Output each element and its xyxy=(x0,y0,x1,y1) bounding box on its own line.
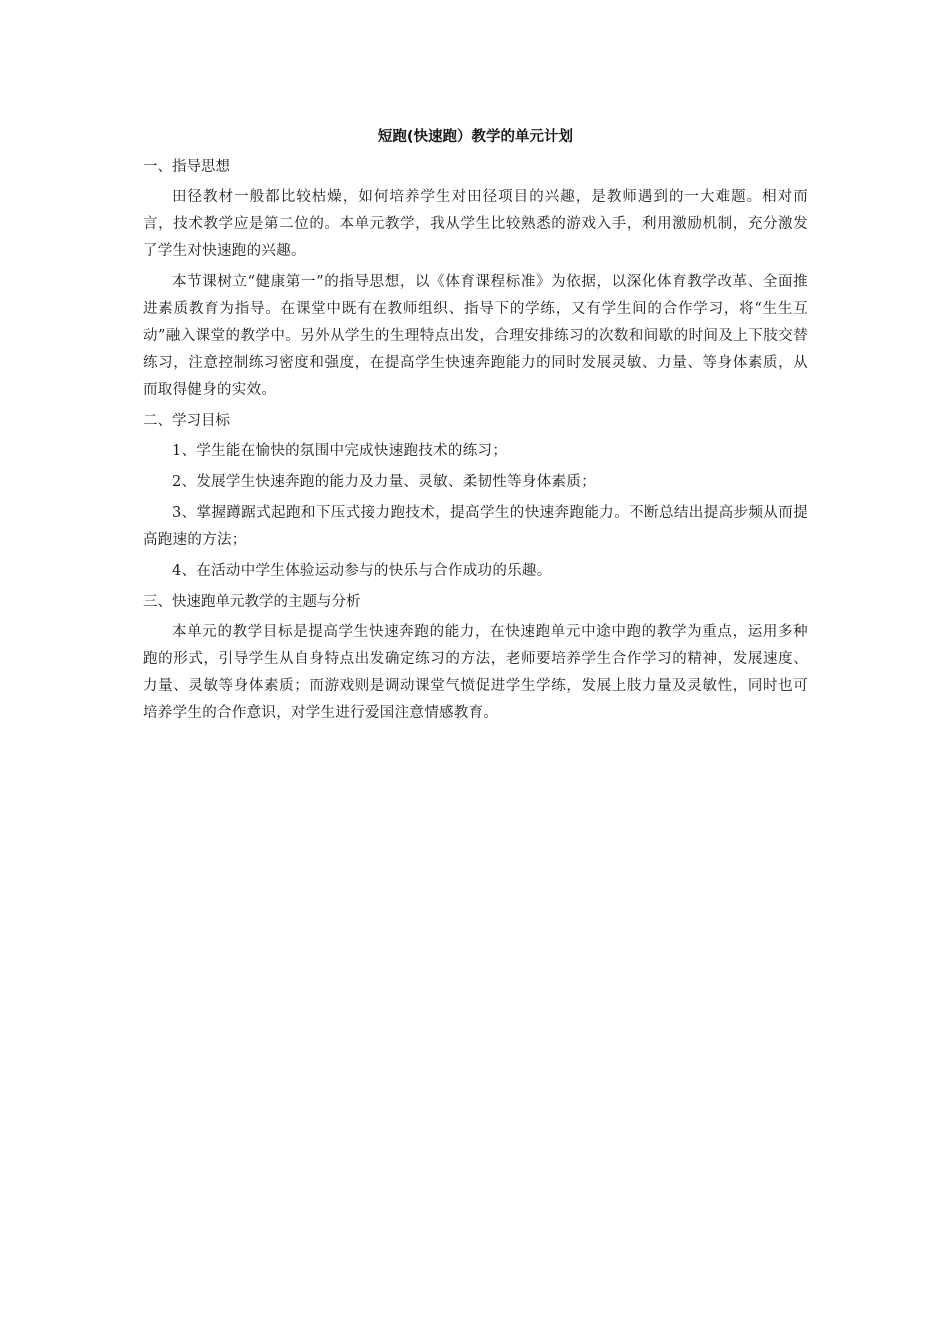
section-heading: 二、学习目标 xyxy=(143,413,230,429)
section-theme-analysis xyxy=(143,589,808,727)
goal-item: 1、学生能在愉快的氛围中完成快速跑技术的练习； xyxy=(172,443,508,459)
section-learning-goals xyxy=(143,408,808,585)
paragraph: 本节课树立“健康第一”的指导思想，以《体育课程标准》为依据，以深化体育教学改革、全面推进素质教育为指导。在课堂中既有在教师组织、指导下的学练，又有学生间的合作学习，将“生生互动”融入课堂的教学中。另外从学生的生理特点出发，合理安排练习的次数和间歇的时间及上下肢交替练习，注意控制练习密度和强度，在提高学生快速奔跑能力的同时发展灵敏、力量、等身体素质，从而取得健身的实效。 xyxy=(143,274,808,398)
section-heading: 一、指导思想 xyxy=(143,159,230,175)
goal-item: 3、掌握蹲踞式起跑和下压式接力跑技术，提高学生的快速奔跑能力。不断总结出提高步频从而提高跑速的方法； xyxy=(143,505,808,548)
paragraph: 田径教材一般都比较枯燥，如何培养学生对田径项目的兴趣，是教师遇到的一大难题。相对而言，技术教学应是第二位的。本单元教学，我从学生比较熟悉的游戏入手，利用激励机制，充分激发了学生对快速跑的兴趣。 xyxy=(143,189,808,259)
goal-item: 2、发展学生快速奔跑的能力及力量、灵敏、柔韧性等身体素质； xyxy=(172,474,596,490)
goal-item: 4、在活动中学生体验运动参与的快乐与合作成功的乐趣。 xyxy=(172,563,552,579)
paragraph: 本单元的教学目标是提高学生快速奔跑的能力，在快速跑单元中途中跑的教学为重点，运用多种跑的形式，引导学生从自身特点出发确定练习的方法，老师要培养学生合作学习的精神，发展速度、力量、灵敏等身体素质；而游戏则是调动课堂气愤促进学生学练，发展上肢力量及灵敏性，同时也可培养学生的合作意识，对学生进行爱国注意情感教育。 xyxy=(143,624,808,721)
section-heading: 三、快速跑单元教学的主题与分析 xyxy=(143,594,361,610)
document-body xyxy=(143,124,808,731)
document-title: 短跑(快速跑）教学的单元计划 xyxy=(377,129,574,145)
section-guiding-thought xyxy=(143,154,808,404)
